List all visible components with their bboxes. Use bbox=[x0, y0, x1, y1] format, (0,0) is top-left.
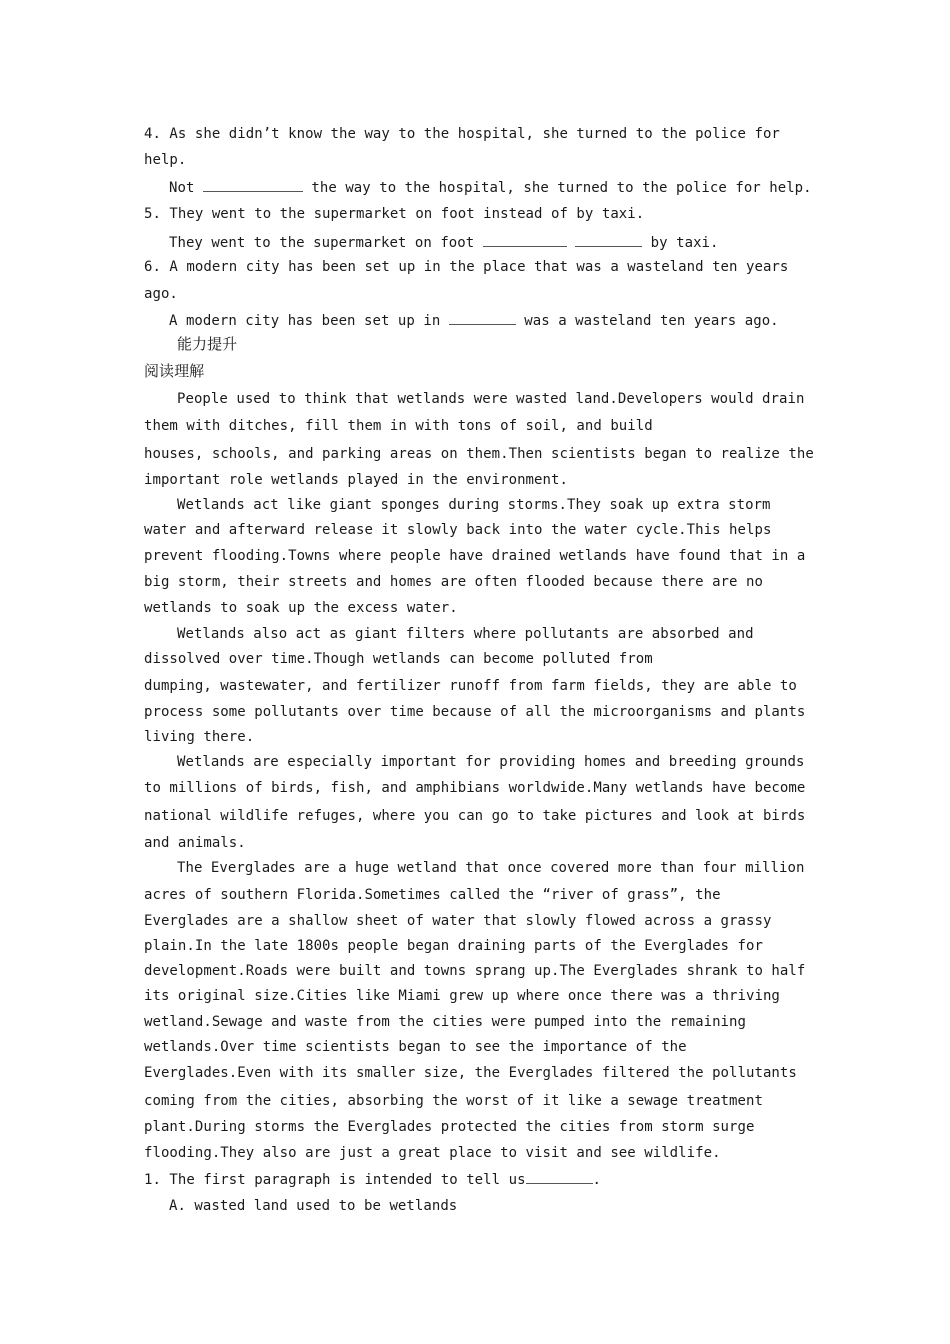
passage-line: wetlands to soak up the excess water. bbox=[144, 600, 458, 616]
section-title: 能力提升 bbox=[177, 335, 238, 353]
passage-line: Wetlands also act as giant filters where pollutants are absorbed and bbox=[177, 626, 754, 642]
exercise-5-original: 5. They went to the supermarket on foot instead of by taxi. bbox=[144, 206, 645, 222]
answer-blank[interactable] bbox=[526, 1169, 593, 1184]
passage-line: development.Roads were built and towns sprang up.The Everglades shrank to half bbox=[144, 963, 806, 979]
passage-line: coming from the cities, absorbing the worst of it like a sewage treatment bbox=[144, 1093, 763, 1109]
passage-line: dissolved over time.Though wetlands can become polluted from bbox=[144, 651, 653, 667]
passage-line: prevent flooding.Towns where people have drained wetlands have found that in a bbox=[144, 548, 806, 564]
passage-line: dumping, wastewater, and fertilizer runoff from farm fields, they are able to bbox=[144, 678, 797, 694]
exercise-6-original: 6. A modern city has been set up in the place that was a wasteland ten years bbox=[144, 259, 789, 275]
exercise-4-rewrite: Not the way to the hospital, she turned to the police for help. bbox=[169, 177, 812, 197]
passage-line: and animals. bbox=[144, 835, 246, 851]
passage-line: big storm, their streets and homes are often flooded because there are no bbox=[144, 574, 763, 590]
subsection-title: 阅读理解 bbox=[144, 362, 205, 380]
passage-line: them with ditches, fill them in with tons of soil, and build bbox=[144, 418, 653, 434]
answer-blank[interactable] bbox=[449, 310, 516, 325]
exercise-4-original-cont: help. bbox=[144, 152, 187, 168]
passage-line: Wetlands are especially important for providing homes and breeding grounds bbox=[177, 754, 805, 770]
passage-line: acres of southern Florida.Sometimes called the “river of grass”, the bbox=[144, 887, 721, 903]
answer-blank[interactable] bbox=[483, 232, 567, 247]
passage-line: plant.During storms the Everglades protected the cities from storm surge bbox=[144, 1119, 755, 1135]
passage-line: its original size.Cities like Miami grew up where once there was a thriving bbox=[144, 988, 780, 1004]
answer-blank[interactable] bbox=[575, 232, 642, 247]
passage-line: to millions of birds, fish, and amphibians worldwide.Many wetlands have become bbox=[144, 780, 806, 796]
question-1-option-a[interactable]: A. wasted land used to be wetlands bbox=[169, 1198, 458, 1214]
passage-line: national wildlife refuges, where you can go to take pictures and look at birds bbox=[144, 808, 806, 824]
exercise-4-original: 4. As she didn’t know the way to the hospital, she turned to the police for bbox=[144, 126, 780, 142]
exercise-6-original-cont: ago. bbox=[144, 286, 178, 302]
exercise-5-rewrite: They went to the supermarket on foot by taxi. bbox=[169, 232, 719, 252]
passage-line: process some pollutants over time because of all the microorganisms and plants bbox=[144, 704, 806, 720]
passage-line: living there. bbox=[144, 729, 255, 745]
passage-line: water and afterward release it slowly back into the water cycle.This helps bbox=[144, 522, 772, 538]
passage-line: People used to think that wetlands were wasted land.Developers would drain bbox=[177, 391, 805, 407]
answer-blank[interactable] bbox=[203, 177, 303, 192]
passage-line: The Everglades are a huge wetland that once covered more than four million bbox=[177, 860, 805, 876]
passage-line: wetland.Sewage and waste from the cities were pumped into the remaining bbox=[144, 1014, 746, 1030]
passage-line: wetlands.Over time scientists began to see the importance of the bbox=[144, 1039, 687, 1055]
passage-line: Everglades are a shallow sheet of water that slowly flowed across a grassy bbox=[144, 913, 772, 929]
passage-line: flooding.They also are just a great place to visit and see wildlife. bbox=[144, 1145, 721, 1161]
passage-line: important role wetlands played in the environment. bbox=[144, 472, 568, 488]
question-1-stem: 1. The first paragraph is intended to tell us . bbox=[144, 1169, 601, 1189]
exercise-6-rewrite: A modern city has been set up in was a wasteland ten years ago. bbox=[169, 310, 779, 330]
passage-line: Everglades.Even with its smaller size, the Everglades filtered the pollutants bbox=[144, 1065, 797, 1081]
passage-line: houses, schools, and parking areas on them.Then scientists began to realize the bbox=[144, 446, 814, 462]
passage-line: plain.In the late 1800s people began draining parts of the Everglades for bbox=[144, 938, 763, 954]
passage-line: Wetlands act like giant sponges during storms.They soak up extra storm bbox=[177, 497, 771, 513]
